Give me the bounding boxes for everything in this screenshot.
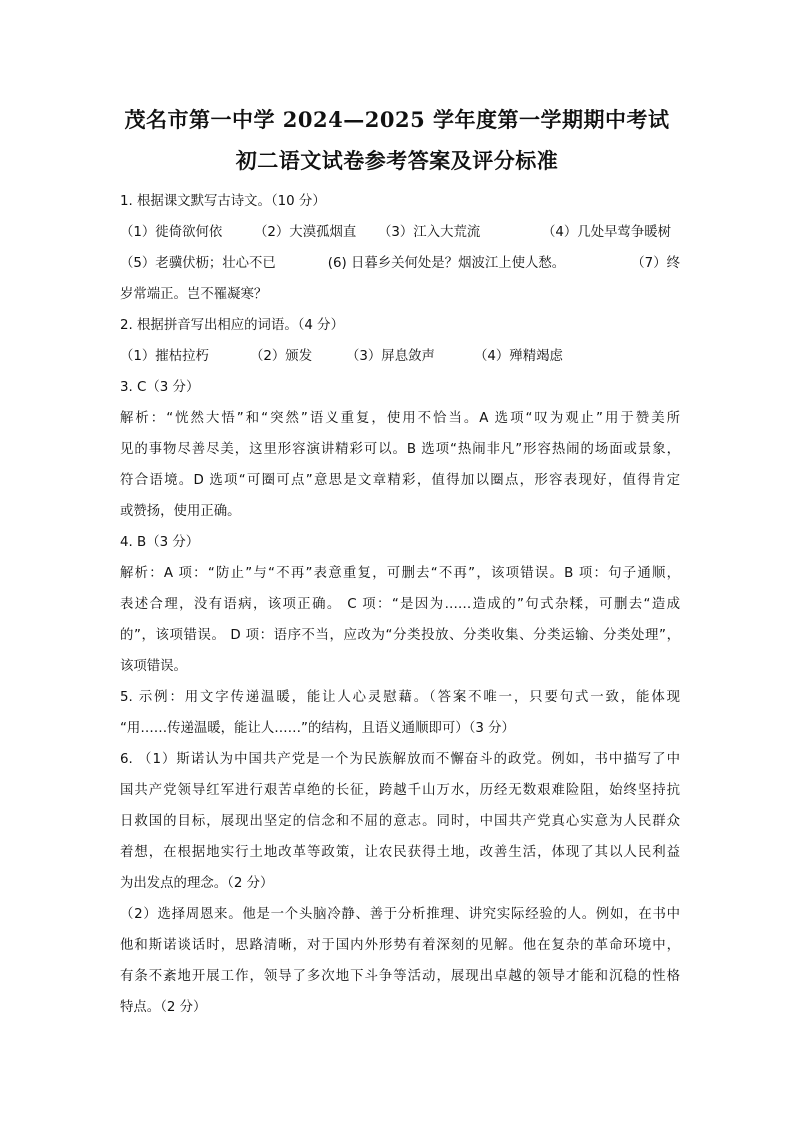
q5-answer-line: “用……传递温暖，能让人……”的结构，且语义通顺即可）（3 分） <box>120 721 515 736</box>
q5-answer-line: 5. 示例：用文字传递温暖，能让人心灵慰藉。（答案不唯一，只要句式一致，能体现 <box>120 690 680 705</box>
q2-answer-4: （4）殚精竭虑 <box>474 349 563 364</box>
q1-answers-row1 <box>120 217 680 248</box>
q4-heading: 4. B（3 分） <box>120 535 200 550</box>
exam-title: 茂名市第一中学 2024—2025 学年度第一学期期中考试 <box>124 107 670 132</box>
q6-part2-line: 有条不紊地开展工作，领导了多次地下斗争等活动，展现出卓越的领导才能和沉稳的性格 <box>120 969 680 984</box>
q6-part2-line: 特点。（2 分） <box>120 1000 207 1015</box>
q6-part1-line: 6. （1）斯诺认为中国共产党是一个为民族解放而不懈奋斗的政党。例如，书中描写了中 <box>120 752 680 767</box>
q1-answer-4: （4）几处早莺争暖树 <box>542 225 672 240</box>
q1-answer-7-start: （7）终 <box>631 256 680 271</box>
q1-answer-5: （5）老骥伏枥；壮心不已 <box>120 256 276 271</box>
q1-answer-6: (6) 日暮乡关何处是？烟波江上使人愁。 <box>327 256 566 271</box>
q2-answer-1: （1）摧枯拉朽 <box>120 349 209 364</box>
q1-answer-1: （1）徙倚欲何依 <box>120 225 223 240</box>
q6-part1-line: 为出发点的理念。（2 分） <box>120 876 274 891</box>
q4-explanation-line: 解析：A 项：“防止”与“不再”表意重复，可删去“不再”，该项错误。B 项：句子通顺， <box>120 566 680 581</box>
q3-explanation-line: 符合语境。D 选项“可圈可点”意思是文章精彩，值得加以圈点，形容表现好，值得肯定 <box>120 473 680 488</box>
q1-heading: 1. 根据课文默写古诗文。（10 分） <box>120 194 326 209</box>
q2-answer-3: （3）屏息敛声 <box>346 349 435 364</box>
q4-explanation-line: 该项错误。 <box>120 659 187 674</box>
q6-part1-line: 国共产党领导红军进行艰苦卓绝的长征，跨越千山万水，历经无数艰难险阻，始终坚持抗 <box>120 783 680 798</box>
answer-content <box>120 186 680 1023</box>
q3-explanation-line: 见的事物尽善尽美，这里形容演讲精彩可以。B 选项“热闹非凡”形容热闹的场面或景象， <box>120 442 680 457</box>
q1-answer-7-end: 岁常端正。岂不罹凝寒？ <box>120 287 268 302</box>
q6-part2-line: 他和斯诺谈话时，思路清晰，对于国内外形势有着深刻的见解。他在复杂的革命环境中， <box>120 938 680 953</box>
q6-part1-line: 日救国的目标，展现出坚定的信念和不屈的意志。同时，中国共产党真心实意为人民群众 <box>120 814 680 829</box>
answer-key-title: 初二语文试卷参考答案及评分标准 <box>235 148 559 173</box>
q6-part2-line: （2）选择周恩来。他是一个头脑冷静、善于分析推理、讲究实际经验的人。例如，在书中 <box>120 907 680 922</box>
q3-explanation-line: 解析：“恍然大悟”和“突然”语义重复，使用不恰当。A 选项“叹为观止”用于赞美所 <box>120 411 680 426</box>
q2-heading: 2. 根据拼音写出相应的词语。（4 分） <box>120 318 344 333</box>
q6-part1-line: 着想，在根据地实行土地改革等政策，让农民获得土地，改善生活，体现了其以人民利益 <box>120 845 680 860</box>
q3-explanation-line: 或赞扬，使用正确。 <box>120 504 241 519</box>
q1-answer-2: （2）大漠孤烟直 <box>254 225 357 240</box>
q4-explanation-line: 表述合理，没有语病，该项正确。 C 项：“是因为……造成的”句式杂糅，可删去“造成 <box>120 597 680 612</box>
q1-answer-3: （3）江入大荒流 <box>378 225 481 240</box>
q4-explanation-line: 的”，该项错误。 D 项：语序不当，应改为“分类投放、分类收集、分类运输、分类处理”， <box>120 628 680 643</box>
q3-heading: 3. C（3 分） <box>120 380 200 395</box>
q2-answers-row <box>120 341 680 372</box>
q1-answers-row2 <box>120 248 680 279</box>
q2-answer-2: （2）颁发 <box>250 349 313 364</box>
